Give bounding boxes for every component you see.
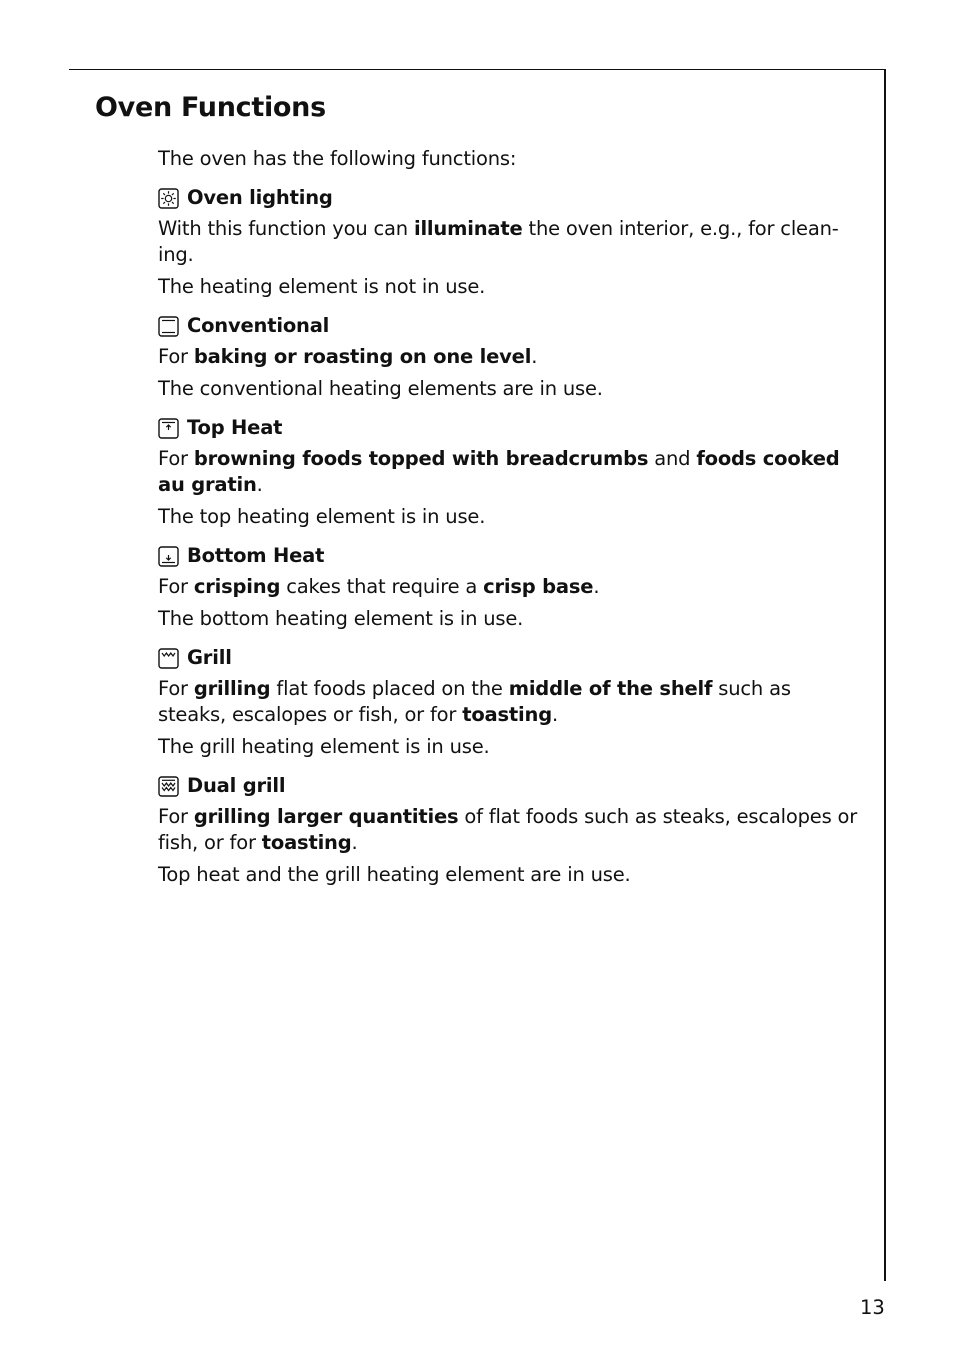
emphasis: grilling bbox=[193, 677, 271, 700]
section-title: Bottom Heat bbox=[187, 544, 325, 567]
section-oven-lighting bbox=[158, 185, 863, 300]
section-note: The grill heating element is in use. bbox=[158, 735, 490, 758]
emphasis: crisp base bbox=[483, 575, 594, 598]
section-title: Grill bbox=[187, 646, 232, 669]
section-description: For grilling larger quantities of flat foods such as steaks, escalopes or fish, or for toasting. bbox=[158, 805, 858, 854]
section-note: The heating element is not in use. bbox=[158, 275, 486, 298]
section-dual-grill bbox=[158, 773, 863, 888]
section-heading bbox=[158, 645, 863, 671]
grill-icon bbox=[158, 648, 179, 669]
oven-light-icon bbox=[158, 188, 179, 209]
section-title: Oven lighting bbox=[187, 186, 333, 209]
section-note: The top heating element is in use. bbox=[158, 505, 486, 528]
section-heading bbox=[158, 543, 863, 569]
section-top-heat bbox=[158, 415, 863, 530]
section-heading bbox=[158, 185, 863, 211]
section-title: Conventional bbox=[187, 314, 330, 337]
section-description: For baking or roasting on one level. bbox=[158, 345, 538, 368]
section-bottom-heat bbox=[158, 543, 863, 632]
emphasis: illuminate bbox=[413, 217, 523, 240]
emphasis: baking or roasting on one level bbox=[193, 345, 532, 368]
intro-text: The oven has the following functions: bbox=[158, 147, 517, 170]
section-heading bbox=[158, 773, 863, 799]
bottom-heat-icon bbox=[158, 546, 179, 567]
emphasis: crisping bbox=[193, 575, 281, 598]
page-number: 13 bbox=[860, 1296, 885, 1319]
section-description: With this function you can illuminate the oven interior, e.g., for clean-ing. bbox=[158, 217, 839, 266]
section-title: Top Heat bbox=[187, 416, 283, 439]
emphasis: browning foods topped with breadcrumbs bbox=[193, 447, 649, 470]
side-rule bbox=[884, 69, 886, 1281]
section-description: For browning foods topped with breadcrumbs and foods cooked au gratin. bbox=[158, 447, 840, 496]
section-conventional bbox=[158, 313, 863, 402]
top-heat-icon bbox=[158, 418, 179, 439]
emphasis: middle of the shelf bbox=[508, 677, 713, 700]
emphasis: toasting bbox=[261, 831, 352, 854]
emphasis: grilling larger quantities bbox=[193, 805, 459, 828]
dual-grill-icon bbox=[158, 776, 179, 797]
section-description: For grilling flat foods placed on the middle of the shelf such as steaks, escalopes or fish, or for toasting. bbox=[158, 677, 791, 726]
conventional-icon bbox=[158, 316, 179, 337]
emphasis: foods cooked au gratin bbox=[158, 447, 840, 496]
page-title: Oven Functions bbox=[95, 92, 326, 123]
section-heading bbox=[158, 313, 863, 339]
section-note: Top heat and the grill heating element are in use. bbox=[158, 863, 631, 886]
emphasis: toasting bbox=[462, 703, 552, 726]
section-note: The conventional heating elements are in use. bbox=[158, 377, 603, 400]
section-grill bbox=[158, 645, 863, 760]
section-description: For crisping cakes that require a crisp base. bbox=[158, 575, 600, 598]
content bbox=[158, 146, 863, 901]
section-note: The bottom heating element is in use. bbox=[158, 607, 524, 630]
section-heading bbox=[158, 415, 863, 441]
top-rule bbox=[69, 69, 886, 70]
section-title: Dual grill bbox=[187, 774, 286, 797]
